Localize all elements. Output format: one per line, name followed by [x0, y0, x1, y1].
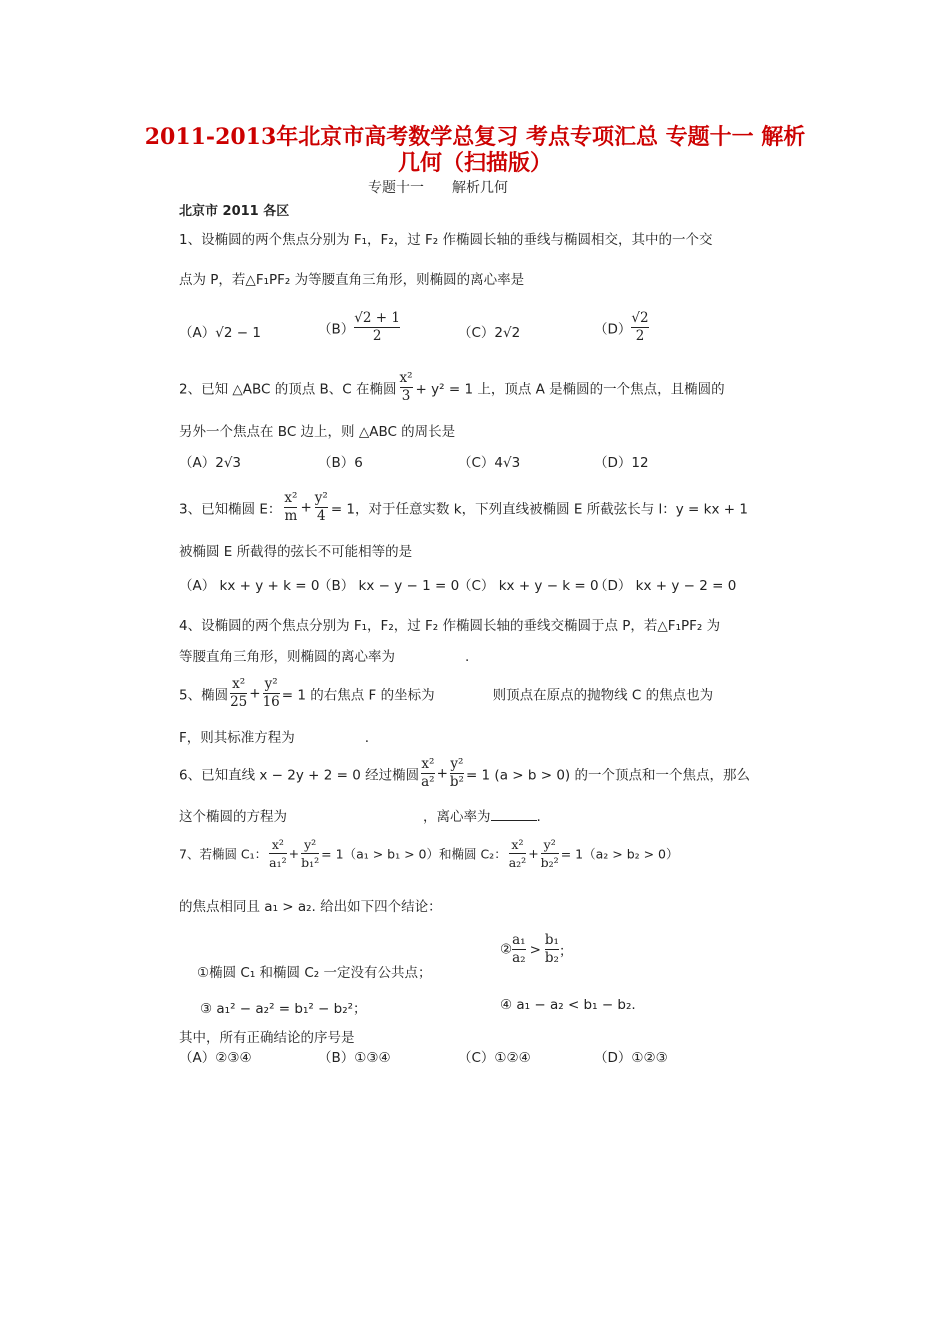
- document-title-line2: 几何（扫描版）: [397, 150, 552, 176]
- q6-line2-end: .: [536, 809, 541, 825]
- q7-question: 其中，所有正确结论的序号是: [179, 1030, 355, 1046]
- q7-conclusion-2: [500, 932, 572, 967]
- q2-option-a: （A）2√3: [179, 455, 242, 471]
- q3-option-b: （B） kx − y − 1 = 0: [318, 578, 460, 594]
- q7-option-b: （B）①③④: [318, 1050, 391, 1066]
- q2-fraction-den: 3: [401, 388, 411, 404]
- q7-fraction-2: [301, 836, 319, 871]
- q7-option-c: （C）①②④: [458, 1050, 531, 1066]
- q7-fraction-4-num: y²: [541, 836, 559, 854]
- q7-conclusion-1: ①椭圆 C₁ 和椭圆 C₂ 一定没有公共点；: [197, 965, 432, 981]
- q2-option-b: （B）6: [318, 455, 363, 471]
- q7-conclusion-3: ③ a₁² − a₂² = b₁² − b₂²；: [200, 1001, 367, 1017]
- q7-fraction-3: [509, 836, 526, 871]
- q5-line2-text: F，则其标准方程为: [179, 730, 295, 746]
- q7-conclusion-4: ④ a₁ − a₂ < b₁ − b₂.: [500, 997, 636, 1013]
- q1-option-b: [318, 310, 400, 345]
- q1-option-b-denominator: 2: [372, 328, 382, 344]
- q5-text-pre: 5、椭圆: [179, 687, 229, 704]
- q5-text-post2: 则顶点在原点的抛物线 C 的焦点也为: [492, 687, 714, 704]
- q1-option-d-label: （D）: [594, 321, 632, 338]
- q5-line1: [179, 676, 713, 711]
- q5-line2-end: .: [364, 730, 370, 746]
- q1-option-d-fraction: [631, 310, 648, 345]
- q3-text-pre: 3、已知椭圆 E：: [179, 501, 282, 518]
- q2-text-pre: 2、已知 △ABC 的顶点 B、C 在椭圆: [179, 381, 397, 398]
- q3-text-post: = 1，对于任意实数 k，下列直线被椭圆 E 所截弦长与 l：y = kx + 1: [330, 501, 748, 518]
- q2-option-d: （D）12: [594, 455, 649, 471]
- q6-text-post: = 1 (a > b > 0) 的一个顶点和一个焦点，那么: [465, 767, 750, 784]
- q7-fraction-2-den: b₁²: [301, 855, 320, 870]
- q5-fraction-1: [230, 676, 247, 711]
- q7-c2-num-b: b₁: [544, 932, 559, 948]
- q7-fraction-4: [541, 836, 559, 871]
- q6-fraction-1-den: a²: [421, 774, 435, 790]
- q7-plus-1: +: [288, 846, 300, 861]
- q2-option-c: （C）4√3: [458, 455, 521, 471]
- q6-fraction-1: [421, 756, 434, 791]
- q7-conclusion-2-label: ②: [500, 941, 513, 958]
- q3-option-a: （A） kx + y + k = 0: [179, 578, 320, 594]
- q7-conclusion-2-fraction-a: [512, 932, 525, 967]
- q3-fraction-2-den: 4: [316, 508, 326, 524]
- q1-line1: 1、设椭圆的两个焦点分别为 F₁，F₂，过 F₂ 作椭圆长轴的垂线与椭圆相交，其中的一个交: [179, 232, 713, 248]
- q6-fraction-2-num: y²: [450, 756, 464, 772]
- q5-fraction-1-num: x²: [230, 676, 247, 694]
- q3-line1: [179, 490, 748, 525]
- q6-plus: +: [436, 765, 448, 782]
- q1-option-a: （A）√2 − 1: [179, 325, 261, 341]
- q6-line1: [179, 756, 750, 791]
- q7-text-post: = 1（a₂ > b₂ > 0）: [560, 846, 679, 862]
- q7-fraction-1-num: x²: [269, 836, 286, 854]
- q4-line2-end: .: [465, 649, 470, 665]
- q5-fraction-2-num: y²: [263, 676, 280, 694]
- q1-option-d-denominator: 2: [635, 328, 645, 344]
- q7-fraction-3-num: x²: [509, 836, 526, 854]
- q3-line2: 被椭圆 E 所截得的弦长不可能相等的是: [179, 544, 413, 560]
- q7-c2-gt: >: [529, 941, 541, 958]
- q4-line2: [179, 645, 469, 665]
- q7-c2-den-b: b₂: [544, 950, 559, 966]
- q5-line2: [179, 726, 369, 746]
- q5-fraction-2: [263, 676, 280, 711]
- q5-fraction-2-den: 16: [262, 694, 280, 710]
- q6-fraction-2: [450, 756, 464, 791]
- q2-fraction-num: x²: [399, 370, 413, 386]
- q6-line2: [179, 805, 541, 825]
- q7-text-pre: 7、若椭圆 C₁：: [179, 846, 268, 862]
- q3-option-c: （C） kx + y − k = 0: [458, 578, 599, 594]
- q5-plus: +: [249, 685, 261, 702]
- q7-fraction-2-num: y²: [301, 836, 319, 854]
- q6-line2-text: 这个椭圆的方程为: [179, 809, 287, 825]
- q2-line1: [179, 370, 725, 405]
- q1-option-b-numerator: √2 + 1: [354, 310, 400, 326]
- q7-option-d: （D）①②③: [594, 1050, 668, 1066]
- q7-c2-num-a: a₁: [512, 932, 526, 948]
- q7-fraction-4-den: b₂²: [540, 855, 559, 870]
- q6-fraction-1-num: x²: [421, 756, 435, 772]
- q3-fraction-2: [315, 490, 328, 525]
- q6-answer-blank-2: [491, 806, 537, 821]
- q7-line1: [179, 836, 679, 871]
- q6-text-pre: 6、已知直线 x − 2y + 2 = 0 经过椭圆: [179, 767, 420, 784]
- q1-option-b-fraction: [354, 310, 400, 345]
- q2-fraction: [400, 370, 413, 405]
- subtitle: 专题十一 解析几何: [368, 180, 508, 196]
- q5-text-post: = 1 的右焦点 F 的坐标为: [281, 687, 435, 704]
- q3-fraction-1: [284, 490, 297, 525]
- q3-fraction-2-num: y²: [314, 490, 328, 506]
- q7-option-a: （A）②③④: [179, 1050, 252, 1066]
- q7-fraction-1: [269, 836, 286, 871]
- q3-option-d: （D） kx + y − 2 = 0: [594, 578, 737, 594]
- q1-option-d: [594, 310, 649, 345]
- q1-option-b-label: （B）: [318, 321, 355, 338]
- q7-line2: 的焦点相同且 a₁ > a₂. 给出如下四个结论：: [179, 899, 442, 915]
- q7-conclusion-2-fraction-b: [545, 932, 559, 967]
- q3-plus: +: [300, 499, 312, 516]
- q7-plus-2: +: [528, 846, 539, 861]
- q7-c2-den-a: a₂: [512, 950, 526, 966]
- q7-c2-end: ；: [558, 943, 573, 960]
- q7-text-mid: = 1（a₁ > b₁ > 0）和椭圆 C₂：: [321, 846, 507, 862]
- q2-text-post: + y² = 1 上，顶点 A 是椭圆的一个焦点，且椭圆的: [415, 381, 725, 398]
- q1-line2: 点为 P，若△F₁PF₂ 为等腰直角三角形，则椭圆的离心率是: [179, 272, 525, 288]
- q6-fraction-2-den: b²: [449, 774, 464, 790]
- q4-line1: 4、设椭圆的两个焦点分别为 F₁，F₂，过 F₂ 作椭圆长轴的垂线交椭圆于点 P，若△F₁PF₂ 为: [179, 618, 721, 634]
- q7-fraction-3-den: a₂²: [508, 855, 527, 870]
- q6-line2-mid: ，离心率为: [423, 809, 491, 825]
- q4-line2-text: 等腰直角三角形，则椭圆的离心率为: [179, 649, 395, 665]
- q5-fraction-1-den: 25: [230, 694, 248, 710]
- document-title-line1: 2011-2013年北京市高考数学总复习 考点专项汇总 专题十一 解析: [144, 124, 806, 150]
- q3-fraction-1-num: x²: [284, 490, 298, 506]
- q3-fraction-1-den: m: [284, 508, 298, 524]
- q1-option-d-numerator: √2: [631, 310, 649, 326]
- q1-option-c: （C）2√2: [458, 325, 521, 341]
- q7-fraction-1-den: a₁²: [269, 855, 287, 870]
- q2-line2: 另外一个焦点在 BC 边上，则 △ABC 的周长是: [179, 424, 456, 440]
- section-heading: 北京市 2011 各区: [179, 204, 290, 219]
